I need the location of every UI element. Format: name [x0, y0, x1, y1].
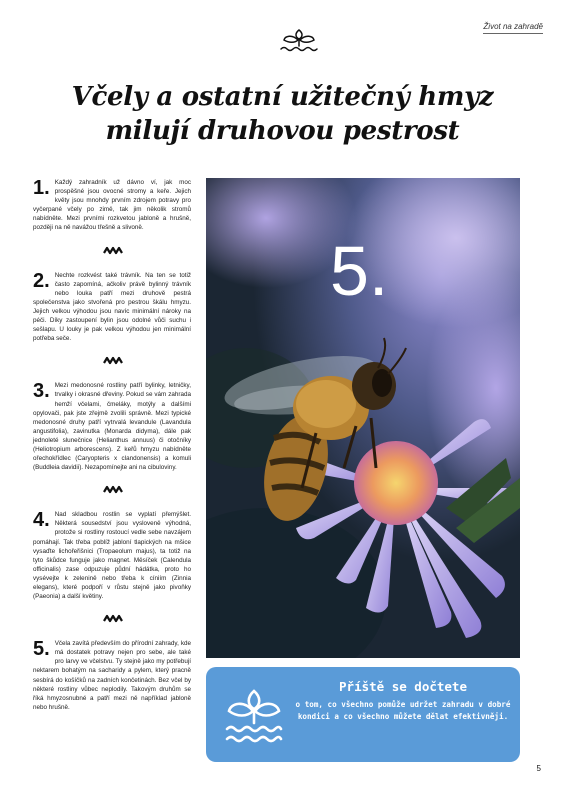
paragraph-number: 4.	[33, 509, 50, 532]
photo-overlay-number: 5.	[330, 232, 389, 310]
paragraph-3	[33, 381, 191, 472]
paragraph-5	[33, 639, 191, 712]
page-number: 5	[536, 764, 541, 773]
paragraph-number: 2.	[33, 269, 50, 292]
zigzag-separator-icon	[103, 355, 123, 365]
next-issue-text: o tom, co všechno pomůže udržet zahradu v dobré kondici a co všechno můžete dělat efektivněji.	[295, 700, 511, 721]
paragraph-text: Nad skladbou rostlin se vyplatí přemýšlet. Některá sousedství jsou vysloveně výhodná, protože si rostliny rostoucí vedle sebe navzájem pomáhají. Tak třeba poblíž jabloní tlapických na mšice vysaďte lichořeřišnici (Tropaeolum majus), ta totiž na tyto škůdce funguje jako magnet. Měsíček (Calendula officinalis) zase odpuzuje půdní hádátka, proto ho vysévejte k zelenině nebo třeba k cíniím (Zinnia elegans), které podpoří v růstu stejně jako pivoňky (Paeonia) a další květiny.	[33, 511, 191, 601]
zigzag-separator-icon	[103, 484, 123, 494]
next-issue-box	[206, 667, 520, 762]
text-column	[33, 178, 191, 712]
next-issue-title: Příště se dočtete	[339, 679, 467, 694]
paragraph-number: 1.	[33, 177, 50, 199]
page-title	[0, 80, 565, 148]
paragraph-text: Nechte rozkvést také trávník. Na ten se totiž často zapomíná, ačkoliv právě bylinný trávník nebo louka patří mezi druhově pestrá společenstva jako stvořená pro pestrou škálu hmyzu. Jejich velkou výhodou jsou navíc minimální nároky na péči. Díky zastoupení bylin jsou odolné vůči suchu i sešlapu. U louky je pak velkou výhodou jen minimální potřeba seče.	[33, 271, 191, 343]
bee-on-flower-photo	[206, 178, 520, 658]
paragraph-4	[33, 510, 191, 601]
zigzag-separator-icon	[103, 613, 123, 623]
paragraph-text: Každý zahradník už dávno ví, jak moc prospěšné jsou ovocné stromy a keře. Jejich květy jsou mnohdy prvním zdrojem potravy pro vyčerpané včely po zimě, tak jim několik stromů nabídněte. Mezi prvními rozkvetou jabloně a hrušně, později na ně navážou třešně a slivoně.	[33, 179, 191, 232]
paragraph-text: Včela zavítá především do přírodní zahrady, kde má dostatek potravy nejen pro sebe, ale také pro larvy ve včelstvu. Ty stejně jako my potřebují nektarem bohatým na sacharidy a pylem, který pracně sesbírá do košíčků na zadních končetinách. Bez včel by některé rostliny vůbec neplodily. Takovým druhům se říká hmyzosnubné a patří mezi ně například jabloně nebo hrušně.	[33, 640, 191, 711]
title-line-2: milují druhovou pestrost	[105, 116, 460, 146]
title-line-1: Včely a ostatní užitečný hmyz	[71, 82, 494, 112]
paragraph-number: 5.	[33, 638, 50, 661]
sprout-icon	[224, 685, 284, 747]
paragraph-text: Mezi medonosné rostliny patří bylinky, letničky, trvalky i okrasné dřeviny. Pokud se vám zahrada hemží včelami, čmeláky, motýly a dalšími opylovači, pak jste zřejmě zvolili správně. Mezi typické medonosné druhy patří vytrvalá levandule (Lavandula angustifolia), zavinutka (Monarda didyma), dále pak jednoleté slunečnice (Helianthus annuus) či otočníky (Heliotropium arborescens). Z keřů hmyzu nabídněte ořechokřídlec (Caryopteris x clandonensis) a komuli (Buddleia davidii). Nezapomínejte ani na cibuloviny.	[33, 382, 191, 472]
paragraph-2	[33, 271, 191, 344]
section-tag: Život na zahradě	[483, 22, 543, 34]
sprout-logo-icon	[276, 24, 322, 54]
paragraph-1	[33, 178, 191, 233]
zigzag-separator-icon	[103, 245, 123, 255]
paragraph-number: 3.	[33, 380, 50, 403]
